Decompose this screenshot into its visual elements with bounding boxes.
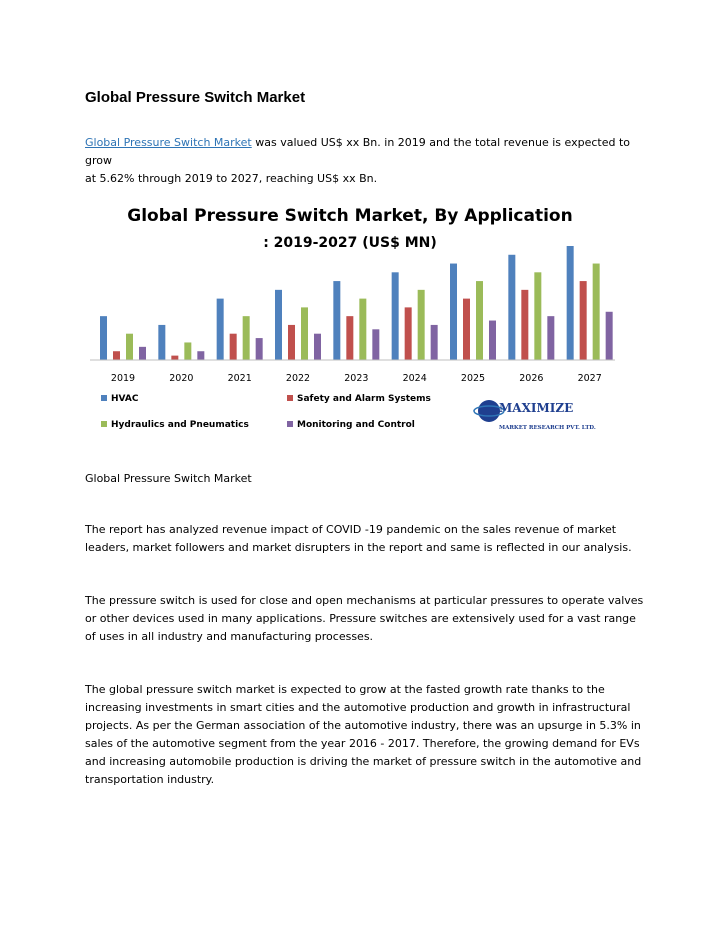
bar-safety-and-alarm-systems-2025 [463, 299, 470, 360]
market-link[interactable]: Global Pressure Switch Market [85, 136, 252, 149]
bar-monitoring-and-control-2021 [256, 338, 263, 360]
bar-monitoring-and-control-2025 [489, 321, 496, 360]
bar-hydraulics-and-pneumatics-2027 [593, 264, 600, 360]
legend-swatch [101, 395, 107, 401]
legend-swatch [287, 395, 293, 401]
bar-hydraulics-and-pneumatics-2024 [418, 290, 425, 360]
bar-monitoring-and-control-2027 [606, 312, 613, 360]
x-tick-label: 2025 [460, 373, 486, 384]
bar-safety-and-alarm-systems-2019 [113, 351, 120, 360]
intro-text-line1: was valued US$ xx Bn. in 2019 and the total revenue is expected to grow [85, 136, 630, 167]
legend-label: Monitoring and Control [297, 420, 415, 430]
bar-hydraulics-and-pneumatics-2021 [243, 316, 250, 360]
bar-monitoring-and-control-2026 [547, 316, 554, 360]
x-tick-label: 2019 [110, 373, 136, 384]
covid-paragraph: The report has analyzed revenue impact of COVID -19 pandemic on the sales revenue of market leaders, market followers and market disrupters in the report and same is reflected in our analysis. [85, 523, 632, 554]
bar-safety-and-alarm-systems-2027 [580, 281, 587, 360]
pressure-switch-paragraph: The pressure switch is used for close and open mechanisms at particular pressures to operate valves or other devices used in many applications. Pressure switches are extensively used for a vast range of uses in all industry and manufacturing processes. [85, 594, 644, 643]
bar-hvac-2021 [217, 299, 224, 360]
intro-paragraph [85, 134, 645, 188]
bar-monitoring-and-control-2024 [431, 325, 438, 360]
bar-safety-and-alarm-systems-2024 [405, 307, 412, 360]
logo-subtitle: MARKET RESEARCH PVT. LTD. [499, 425, 596, 431]
bar-hvac-2026 [508, 255, 515, 360]
bar-safety-and-alarm-systems-2020 [171, 356, 178, 360]
bar-monitoring-and-control-2019 [139, 347, 146, 360]
legend-label: HVAC [111, 394, 139, 404]
chart-caption: Global Pressure Switch Market [85, 472, 252, 485]
bar-hvac-2020 [158, 325, 165, 360]
intro-text-line2: at 5.62% through 2019 to 2027, reaching US$ xx Bn. [85, 172, 378, 185]
bar-safety-and-alarm-systems-2021 [230, 334, 237, 360]
application-chart [85, 200, 645, 445]
x-tick-label: 2026 [519, 373, 544, 384]
bar-hydraulics-and-pneumatics-2026 [534, 272, 541, 360]
market-growth-paragraph: The global pressure switch market is expected to grow at the fasted growth rate thanks to the increasing investments in smart cities and the automotive production and growth in infrastructural projects. As per the German association of the automotive industry, there was an upsurge in 5.3% in sales of the automotive segment from the year 2016 - 2017. Therefore, the growing demand for EVs and increasing automobile production is driving the market of pressure switch in the automotive and transportation industry. [85, 683, 642, 786]
x-tick-label: 2027 [577, 373, 602, 384]
x-tick-label: 2020 [169, 373, 194, 384]
chart-title: Global Pressure Switch Market, By Application [127, 206, 573, 226]
page-title: Global Pressure Switch Market [85, 89, 306, 106]
x-tick-label: 2022 [285, 373, 311, 384]
x-tick-label: 2021 [227, 373, 252, 384]
bar-hvac-2024 [392, 272, 399, 360]
bar-hvac-2022 [275, 290, 282, 360]
x-tick-label: 2023 [344, 373, 369, 384]
legend-label: Hydraulics and Pneumatics [111, 420, 249, 430]
bars-group [100, 246, 613, 360]
bar-hydraulics-and-pneumatics-2019 [126, 334, 133, 360]
bar-hydraulics-and-pneumatics-2025 [476, 281, 483, 360]
bar-safety-and-alarm-systems-2026 [521, 290, 528, 360]
bar-monitoring-and-control-2023 [372, 329, 379, 360]
bar-hydraulics-and-pneumatics-2020 [184, 342, 191, 360]
chart-subtitle: : 2019-2027 (US$ MN) [263, 235, 437, 251]
chart-svg [85, 200, 645, 445]
bar-hydraulics-and-pneumatics-2022 [301, 307, 308, 360]
bar-monitoring-and-control-2022 [314, 334, 321, 360]
x-tick-labels [111, 373, 602, 384]
bar-monitoring-and-control-2020 [197, 351, 204, 360]
legend-swatch [101, 421, 107, 427]
bar-hvac-2023 [333, 281, 340, 360]
maximize-logo [474, 400, 596, 431]
bar-hvac-2027 [567, 246, 574, 360]
bar-safety-and-alarm-systems-2022 [288, 325, 295, 360]
bar-hvac-2025 [450, 264, 457, 360]
logo-name: MAXIMIZE [499, 401, 574, 415]
legend-swatch [287, 421, 293, 427]
x-tick-label: 2024 [402, 373, 427, 384]
globe-icon [478, 400, 500, 422]
legend-label: Safety and Alarm Systems [297, 394, 431, 404]
bar-safety-and-alarm-systems-2023 [346, 316, 353, 360]
legend [101, 394, 431, 430]
bar-hvac-2019 [100, 316, 107, 360]
bar-hydraulics-and-pneumatics-2023 [359, 299, 366, 360]
